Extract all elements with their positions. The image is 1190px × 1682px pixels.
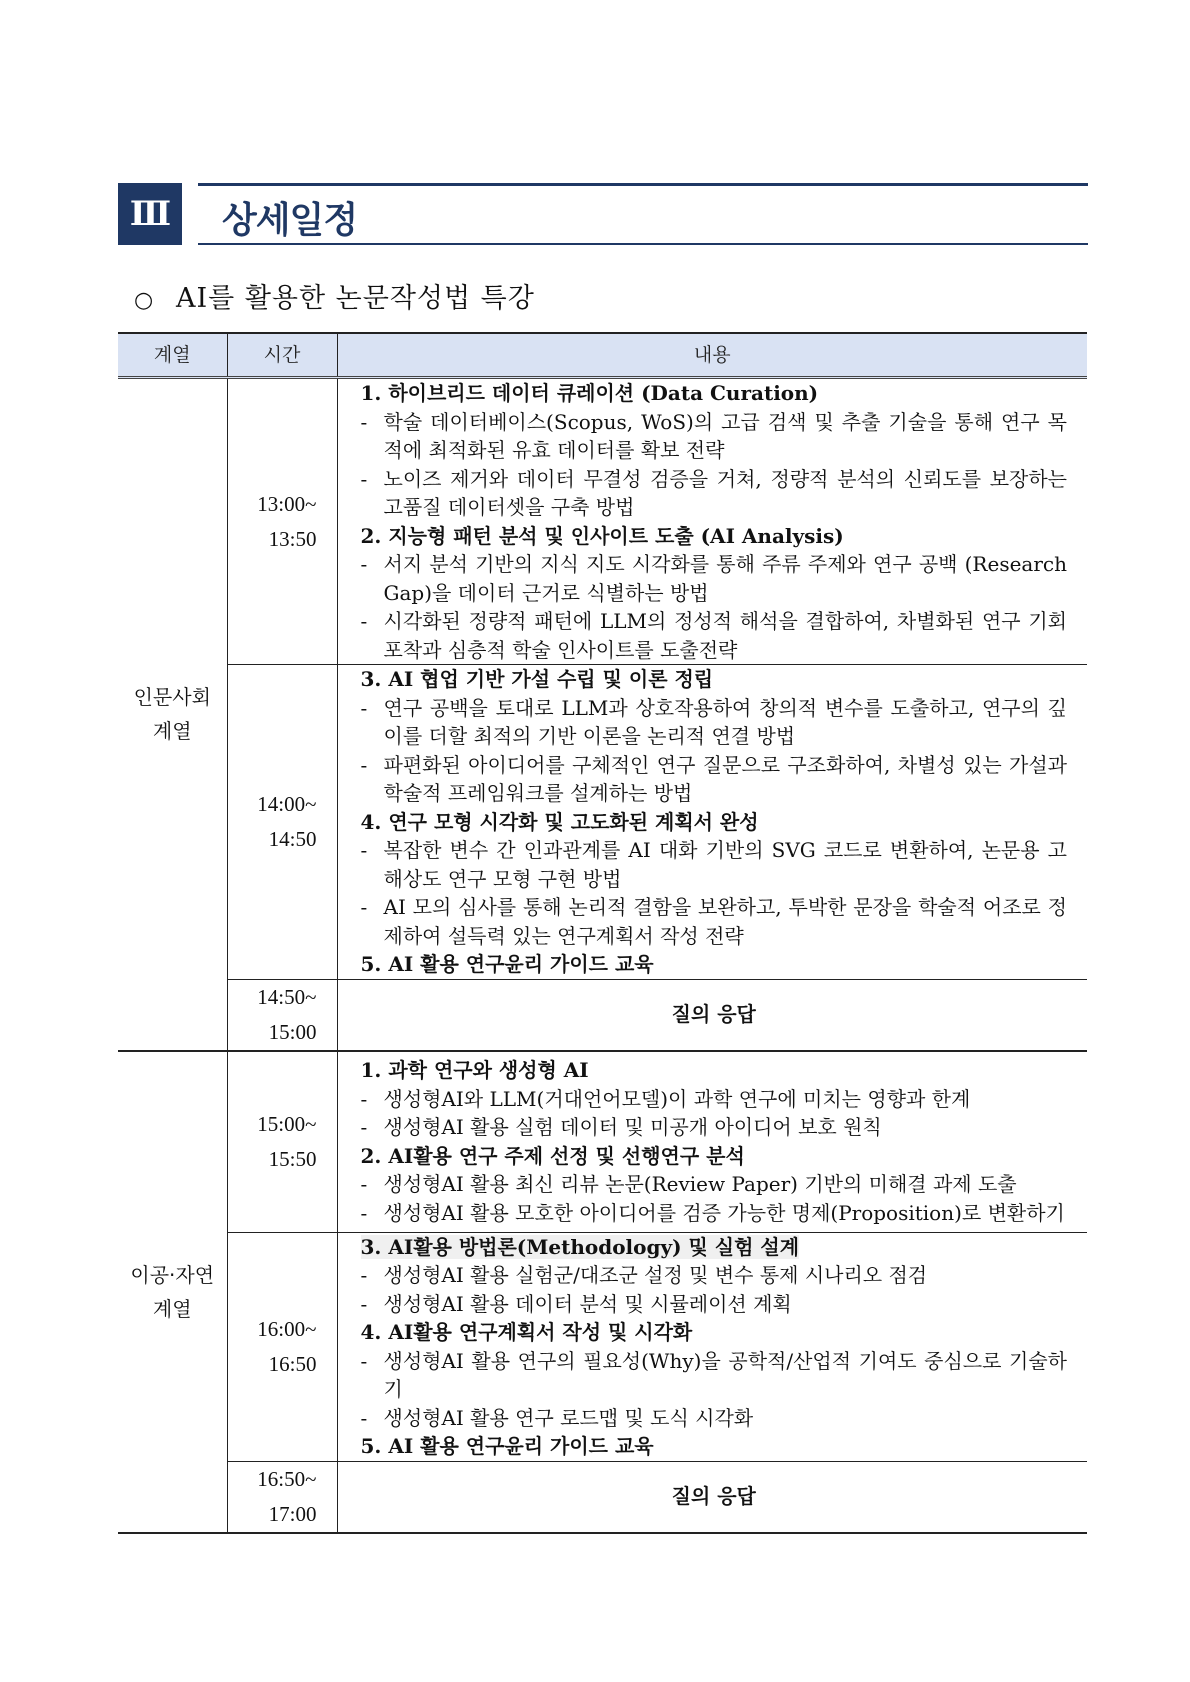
table-row — [118, 1232, 1087, 1461]
category-cell — [118, 1051, 227, 1533]
topic-item: - 서지 분석 기반의 지식 지도 시각화를 통해 주류 주제와 연구 공백 (Research Gap)을 데이터 근거로 식별하는 방법 — [361, 550, 1068, 607]
time-end: 15:50 — [268, 1146, 317, 1171]
table-row — [118, 665, 1087, 980]
content-cell — [337, 1232, 1087, 1461]
topic-title: 1. 하이브리드 데이터 큐레이션 (Data Curation) — [360, 381, 819, 405]
category-cell — [118, 378, 227, 1051]
schedule-table — [118, 332, 1087, 1534]
section-number-badge: Ⅲ — [118, 183, 182, 245]
circle-bullet-icon: ○ — [134, 288, 155, 313]
topic-item: - 노이즈 제거와 데이터 무결성 검증을 거쳐, 정량적 분석의 신뢰도를 보장하는 고품질 데이터셋을 구축 방법 — [361, 465, 1068, 522]
highlighted-topic-title: 3. AI활용 방법론(Methodology) 및 실험 설계 — [360, 1234, 800, 1259]
section-rule-bottom — [198, 243, 1088, 245]
topic-item: - 학술 데이터베이스(Scopus, WoS)의 고급 검색 및 추출 기술을 통해 연구 목적에 최적화된 유효 데이터를 확보 전략 — [361, 408, 1068, 465]
table-row — [118, 979, 1087, 1051]
time-end: 15:00 — [268, 1019, 317, 1044]
topic-item: - 생성형AI 활용 실험군/대조군 설정 및 변수 통제 시나리오 점검 — [361, 1261, 1068, 1290]
content-cell — [337, 665, 1087, 980]
time-end: 16:50 — [268, 1351, 317, 1376]
time-start: 16:50~ — [257, 1466, 317, 1491]
qa-cell: 질의 응답 — [337, 1461, 1087, 1533]
table-row — [118, 1461, 1087, 1533]
lecture-subtitle — [134, 276, 535, 315]
topic-title — [361, 1233, 1068, 1262]
topic-item: - 생성형AI 활용 실험 데이터 및 미공개 아이디어 보호 원칙 — [361, 1113, 1068, 1142]
table-header-row — [118, 333, 1087, 378]
category-label: 계열 — [152, 719, 192, 744]
topic-title: 2. AI활용 연구 주제 선정 및 선행연구 분석 — [360, 1143, 745, 1168]
time-cell — [227, 665, 337, 980]
topic-item: - 생성형AI와 LLM(거대언어모델)이 과학 연구에 미치는 영향과 한계 — [361, 1085, 1068, 1114]
table-row — [118, 378, 1087, 665]
topic-item: - AI 모의 심사를 통해 논리적 결함을 보완하고, 투박한 문장을 학술적 어조로 정제하여 설득력 있는 연구계획서 작성 전략 — [361, 893, 1068, 950]
time-cell — [227, 979, 337, 1051]
lecture-subtitle-text: AI를 활용한 논문작성법 특강 — [176, 283, 535, 314]
topic-item: - 복잡한 변수 간 인과관계를 AI 대화 기반의 SVG 코드로 변환하여, 논문용 고해상도 연구 모형 구현 방법 — [361, 836, 1068, 893]
category-label: 계열 — [152, 1296, 192, 1321]
time-end: 17:00 — [268, 1501, 317, 1526]
content-cell — [337, 378, 1087, 665]
topic-title: 4. AI활용 연구계획서 작성 및 시각화 — [360, 1320, 693, 1344]
category-label: 인문사회 — [133, 685, 211, 710]
header-category: 계열 — [118, 333, 227, 378]
topic-item: - 파편화된 아이디어를 구체적인 연구 질문으로 구조화하여, 차별성 있는 가설과 학술적 프레임워크를 설계하는 방법 — [361, 751, 1068, 808]
topic-title: 3. AI 협업 기반 가설 수립 및 이론 정립 — [360, 667, 714, 691]
time-start: 13:00~ — [257, 491, 317, 516]
category-label: 이공·자연 — [130, 1262, 215, 1287]
topic-item: - 생성형AI 활용 연구의 필요성(Why)을 공학적/산업적 기여도 중심으로 기술하기 — [361, 1347, 1068, 1404]
topic-title: 5. AI 활용 연구윤리 가이드 교육 — [360, 952, 654, 976]
topic-item: - 생성형AI 활용 데이터 분석 및 시뮬레이션 계획 — [361, 1290, 1068, 1319]
time-end: 13:50 — [268, 526, 317, 551]
topic-title: 5. AI 활용 연구윤리 가이드 교육 — [360, 1434, 654, 1458]
topic-title: 2. 지능형 패턴 분석 및 인사이트 도출 (AI Analysis) — [360, 523, 844, 548]
topic-item: - 생성형AI 활용 연구 로드맵 및 도식 시각화 — [361, 1404, 1068, 1433]
content-cell — [337, 1051, 1087, 1233]
time-start: 15:00~ — [257, 1111, 317, 1136]
header-content: 내용 — [337, 333, 1087, 378]
topic-item: - 생성형AI 활용 모호한 아이디어를 검증 가능한 명제(Proposition)로 변환하기 — [361, 1199, 1068, 1228]
time-cell — [227, 1232, 337, 1461]
qa-cell: 질의 응답 — [337, 979, 1087, 1051]
topic-item: - 시각화된 정량적 패턴에 LLM의 정성적 해석을 결합하여, 차별화된 연구 기회 포착과 심층적 학술 인사이트를 도출전략 — [361, 607, 1068, 664]
topic-item: - 연구 공백을 토대로 LLM과 상호작용하여 창의적 변수를 도출하고, 연구의 깊이를 더할 최적의 기반 이론을 논리적 연결 방법 — [361, 694, 1068, 751]
time-end: 14:50 — [268, 826, 317, 851]
header-time: 시간 — [227, 333, 337, 378]
time-start: 14:50~ — [257, 984, 317, 1009]
time-cell — [227, 1051, 337, 1233]
topic-title: 1. 과학 연구와 생성형 AI — [360, 1058, 589, 1082]
section-header — [118, 183, 1088, 247]
section-title: 상세일정 — [222, 200, 358, 241]
topic-item: - 생성형AI 활용 최신 리뷰 논문(Review Paper) 기반의 미해결 과제 도출 — [361, 1170, 1068, 1199]
table-row — [118, 1051, 1087, 1233]
time-start: 14:00~ — [257, 791, 317, 816]
section-rule-top — [198, 183, 1088, 186]
time-start: 16:00~ — [257, 1316, 317, 1341]
time-cell — [227, 1461, 337, 1533]
time-cell — [227, 378, 337, 665]
topic-title: 4. 연구 모형 시각화 및 고도화된 계획서 완성 — [360, 809, 759, 834]
